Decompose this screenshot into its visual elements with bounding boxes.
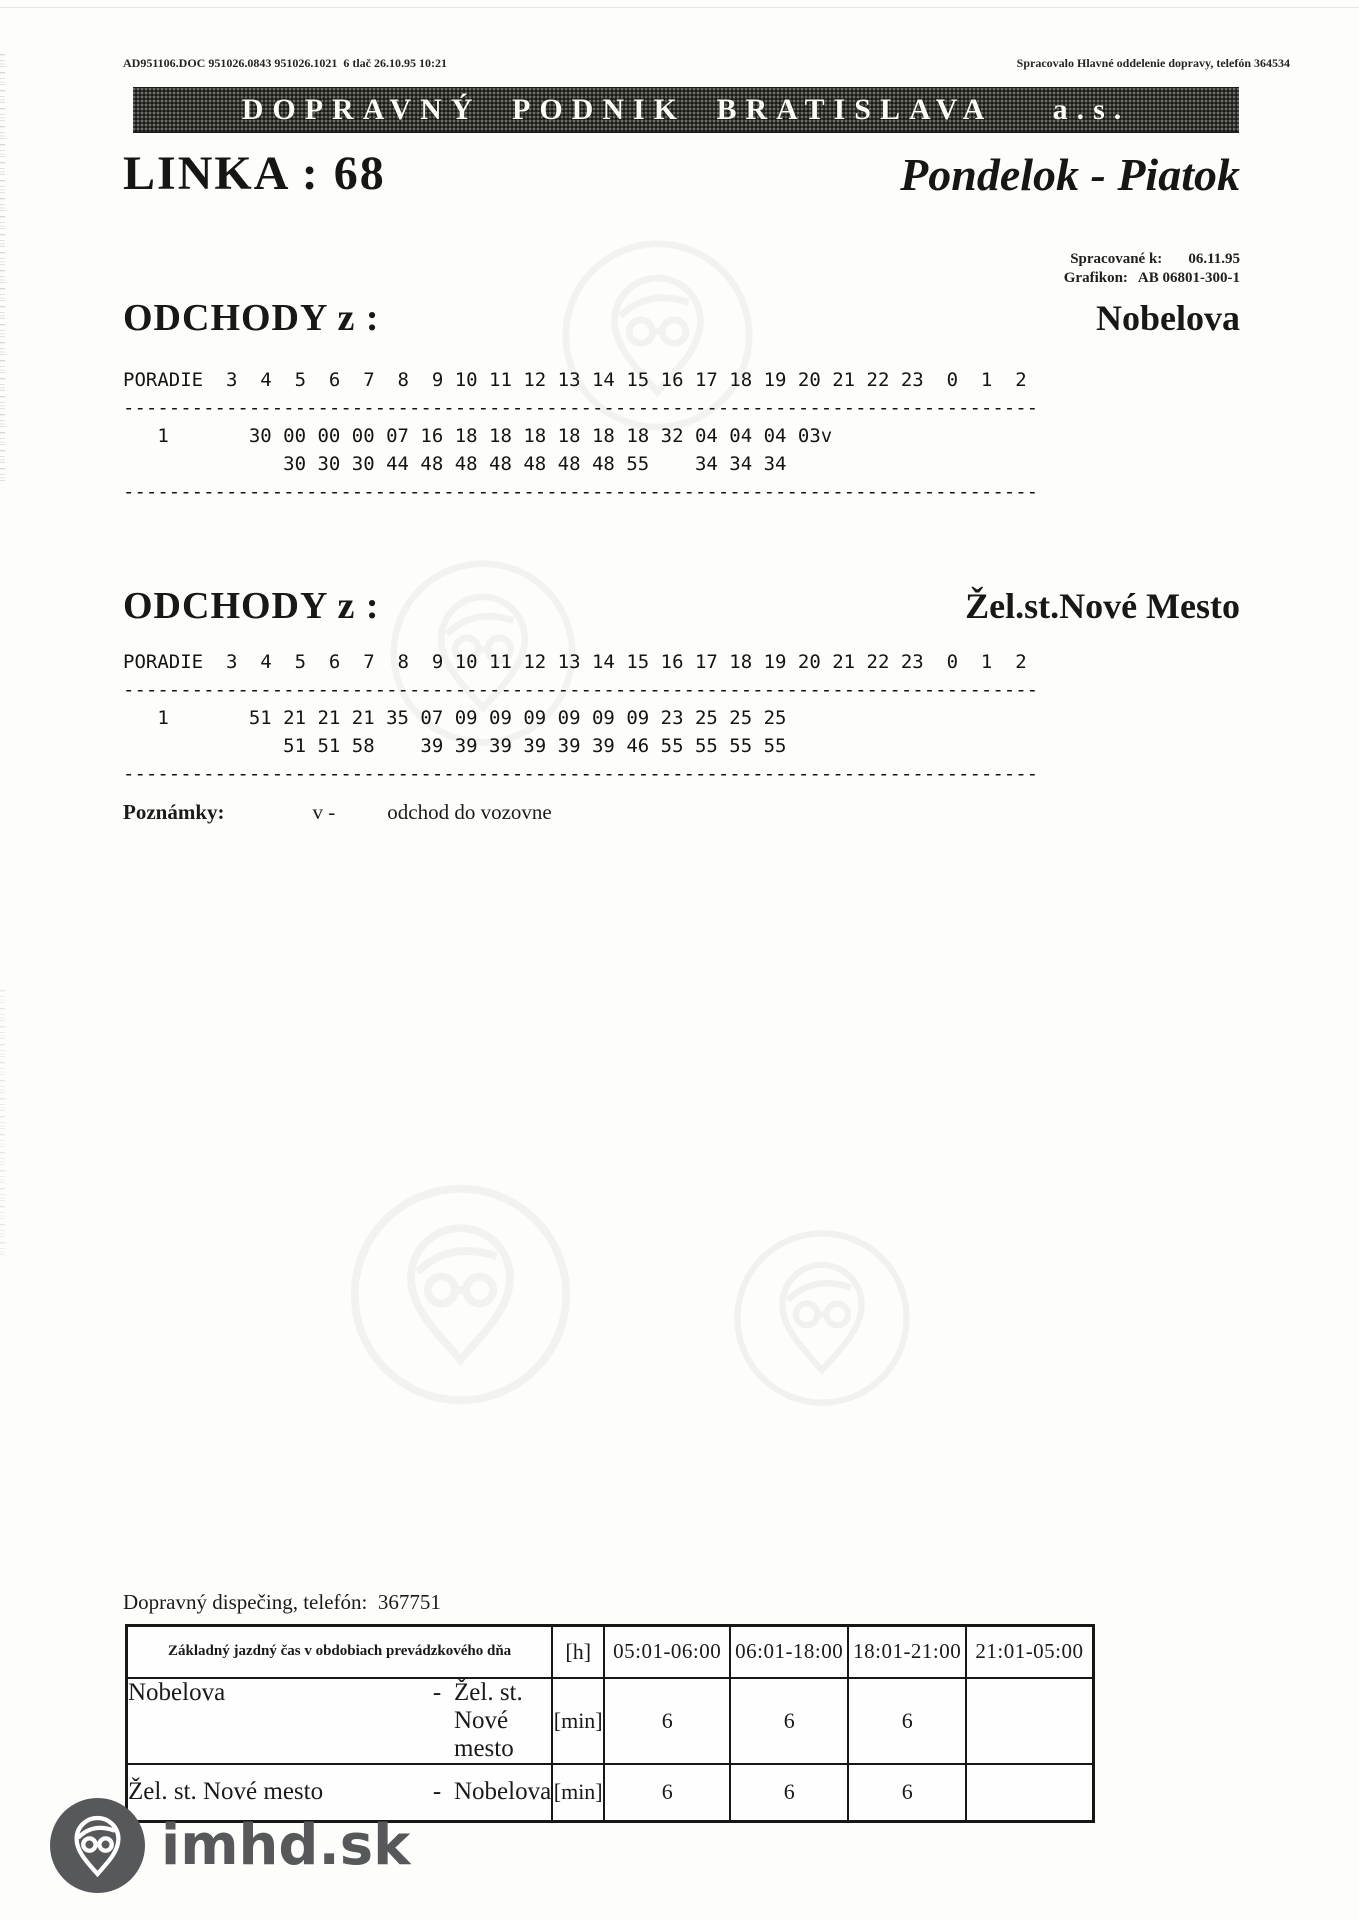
route-dash: -: [432, 1678, 442, 1706]
timetable-row: 51 51 58 39 39 39 39 39 39 46 55 55 55 55: [123, 735, 787, 757]
timetable-separator: --------------------------------------------------------------------------------: [123, 679, 1039, 701]
hours-unit-header: [h]: [552, 1626, 604, 1678]
company-name: DOPRAVNÝ PODNIK BRATISLAVA a.s.: [241, 93, 1131, 126]
scan-artifact: [0, 54, 5, 484]
stop-name: Nobelova: [1096, 298, 1240, 338]
notes-label: Poznámky:: [123, 800, 225, 824]
route-from: Nobelova: [128, 1678, 226, 1706]
print-department-info: Spracovalo Hlavné oddelenie dopravy, telefón 364534: [1016, 56, 1290, 70]
imhd-logo-text: imhd.sk: [161, 1813, 411, 1878]
departures-timetable: [123, 366, 1038, 506]
route-to: Nobelova: [454, 1778, 552, 1806]
grafikon-line: [1064, 269, 1240, 288]
note-text: odchod do vozovne: [387, 800, 552, 824]
note-symbol: v -: [312, 800, 336, 824]
stop-name: Žel.st.Nové Mesto: [965, 586, 1240, 626]
ride-time-value: 6: [730, 1678, 848, 1764]
ride-time-value: 6: [604, 1764, 730, 1822]
departures-from-label: ODCHODY z :: [123, 297, 380, 339]
departures-section-header: [123, 296, 1240, 340]
document-print-header: [123, 56, 1290, 71]
departures-section-header: [123, 584, 1240, 628]
departures-from-label: ODCHODY z :: [123, 585, 380, 627]
minutes-unit-cell: [min]: [552, 1678, 604, 1764]
timetable-row: 1 30 00 00 00 07 16 18 18 18 18 18 18 32 04 04 04 03v: [123, 425, 833, 447]
timetable-separator: --------------------------------------------------------------------------------: [123, 397, 1039, 419]
grafikon-label: Grafikon:: [1063, 270, 1128, 286]
departures-timetable: [123, 648, 1038, 788]
processing-meta: [1064, 250, 1240, 288]
imhd-watermark-icon: [732, 1228, 912, 1408]
processed-date-line: [1064, 250, 1240, 269]
imhd-watermark-icon: [348, 1182, 573, 1407]
ride-time-value: [966, 1764, 1093, 1822]
imhd-logo: [50, 1798, 410, 1893]
line-number-title: LINKA : 68: [123, 147, 386, 200]
service-days-title: Pondelok - Piatok: [900, 149, 1240, 200]
imhd-logo-icon: [50, 1798, 145, 1893]
processed-date-label: Spracované k:: [1070, 251, 1163, 267]
ride-time-header-row: [127, 1626, 1094, 1678]
timetable-row: 1 51 21 21 21 35 07 09 09 09 09 09 09 23 25 25 25: [123, 707, 787, 729]
ride-time-value: [966, 1678, 1093, 1764]
route-to: Žel. st. Nové mesto: [454, 1678, 523, 1762]
processed-date-value: 06.11.95: [1188, 251, 1240, 267]
ride-time-table-title: Základný jazdný čas v obdobiach prevádzkového dňa: [127, 1626, 553, 1678]
timetable-hours-header: PORADIE 3 4 5 6 7 8 9 10 11 12 13 14 15 16 17 18 19 20 21 22 23 0 1 2: [123, 369, 1027, 391]
scan-artifact: [0, 990, 5, 1260]
grafikon-value: AB 06801-300-1: [1137, 270, 1240, 286]
timetable-separator: --------------------------------------------------------------------------------: [123, 481, 1039, 503]
timetable-hours-header: PORADIE 3 4 5 6 7 8 9 10 11 12 13 14 15 16 17 18 19 20 21 22 23 0 1 2: [123, 651, 1027, 673]
ride-time-value: 6: [848, 1678, 966, 1764]
route-dash: -: [432, 1778, 442, 1806]
notes-line: [123, 800, 552, 825]
masthead-banner: [133, 87, 1239, 133]
ride-time-value: 6: [730, 1764, 848, 1822]
time-range-header: 06:01-18:00: [730, 1626, 848, 1678]
time-range-header: 21:01-05:00: [966, 1626, 1093, 1678]
ride-time-row: [127, 1678, 1094, 1764]
dispatch-phone-line: Dopravný dispečing, telefón: 367751: [123, 1590, 441, 1614]
timetable-row: 30 30 30 44 48 48 48 48 48 48 55 34 34 34: [123, 453, 787, 475]
minutes-unit-cell: [min]: [552, 1764, 604, 1822]
print-file-info: AD951106.DOC 951026.0843 951026.1021 6 tlač 26.10.95 10:21: [123, 56, 447, 70]
time-range-header: 05:01-06:00: [604, 1626, 730, 1678]
ride-time-value: 6: [848, 1764, 966, 1822]
time-range-header: 18:01-21:00: [848, 1626, 966, 1678]
timetable-separator: --------------------------------------------------------------------------------: [123, 763, 1039, 785]
scan-edge-line: [0, 7, 1359, 8]
ride-time-value: 6: [604, 1678, 730, 1764]
route-from: Žel. st. Nové mesto: [128, 1778, 324, 1806]
route-cell: [127, 1678, 553, 1764]
ride-time-table: [125, 1624, 1095, 1823]
